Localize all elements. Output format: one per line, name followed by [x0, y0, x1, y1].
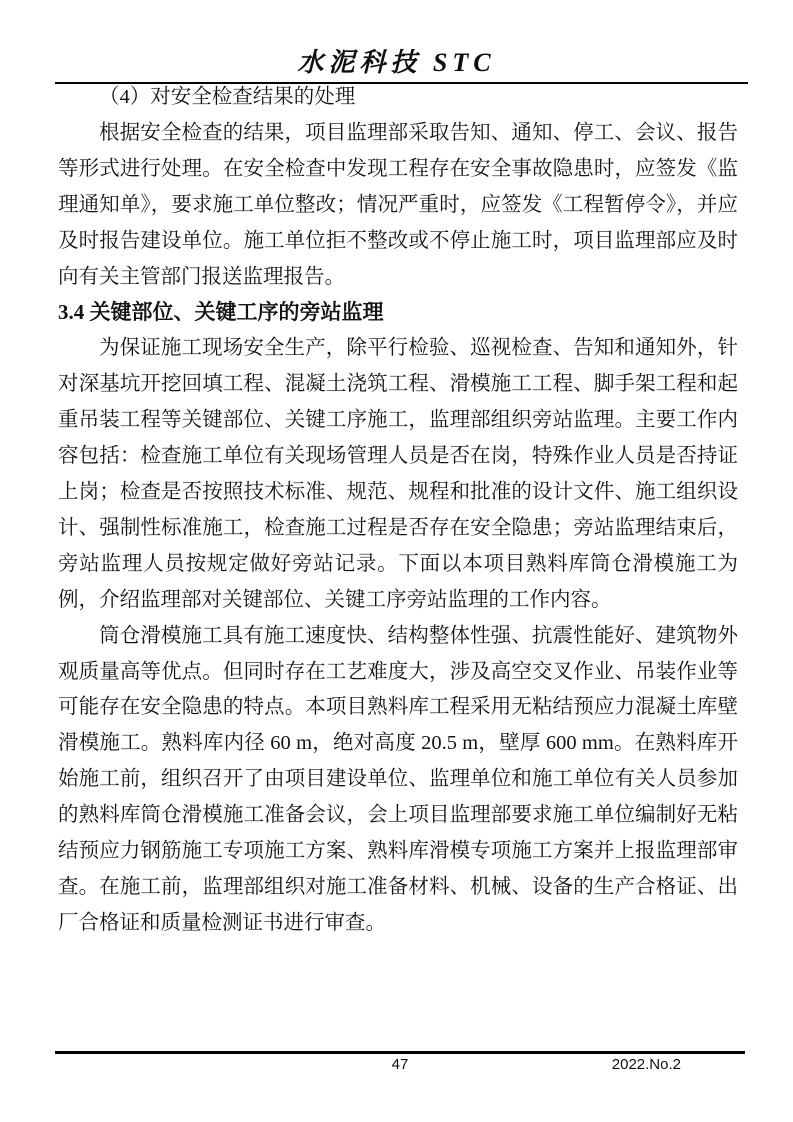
page-number: 47 [391, 1056, 409, 1073]
journal-header [0, 42, 793, 79]
section-heading: 3.4 关键部位、关键工序的旁站监理 [58, 300, 384, 325]
paragraph-safety-check-handling: 根据安全检查的结果，项目监理部采取告知、通知、停工、会议、报告等形式进行处理。在安全检查中发现工程存在安全事故隐患时，应签发《监理通知单》，要求施工单位整改；情况严重时，应签发《工程暂停令》，并应及时报告建设单位。施工单位拒不整改或不停止施工时，项目监理部应及时向有关主管部门报送监理报告。 [58, 121, 738, 288]
item-heading: （4）对安全检查结果的处理 [99, 86, 356, 108]
article-body [58, 80, 738, 942]
footer-divider [55, 1051, 745, 1054]
paragraph-side-station-supervision: 为保证施工现场安全生产，除平行检验、巡视检查、告知和通知外，针对深基坑开挖回填工程、混凝土浇筑工程、滑模施工工程、脚手架工程和起重吊装工程等关键部位、关键工序施工，监理部组织旁站监理。主要工作内容包括：检查施工单位有关现场管理人员是否在岗，特殊作业人员是否持证上岗；检查是否按照技术标准、规范、规程和批准的设计文件、施工组织设计、强制性标准施工，检查施工过程是否存在安全隐患；旁站监理结束后，旁站监理人员按规定做好旁站记录。下面以本项目熟料库筒仓滑模施工为例，介绍监理部对关键部位、关键工序旁站监理的工作内容。 [58, 337, 738, 611]
page-footer [55, 1056, 745, 1078]
issue-number: 2022.No.2 [611, 1056, 681, 1073]
paragraph-silo-slipform: 筒仓滑模施工具有施工速度快、结构整体性强、抗震性能好、建筑物外观质量高等优点。但同时存在工艺难度大，涉及高空交叉作业、吊装作业等可能存在安全隐患的特点。本项目熟料库工程采用无粘结预应力混凝土库壁滑模施工。熟料库内径 60 m，绝对高度 20.5 m，壁厚 600 mm。在熟料库开始施工前，组织召开了由项目建设单位、监理单位和施工单位有关人员参加的熟料库筒仓滑模施工准备会议，会上项目监理部要求施工单位编制好无粘结预应力钢筋施工专项施工方案、熟料库滑模专项施工方案并上报监理部审查。在施工前，监理部组织对施工准备材料、机械、设备的生产合格证、出厂合格证和质量检测证书进行审查。 [58, 624, 738, 934]
journal-title: 水泥科技 STC [297, 48, 496, 77]
